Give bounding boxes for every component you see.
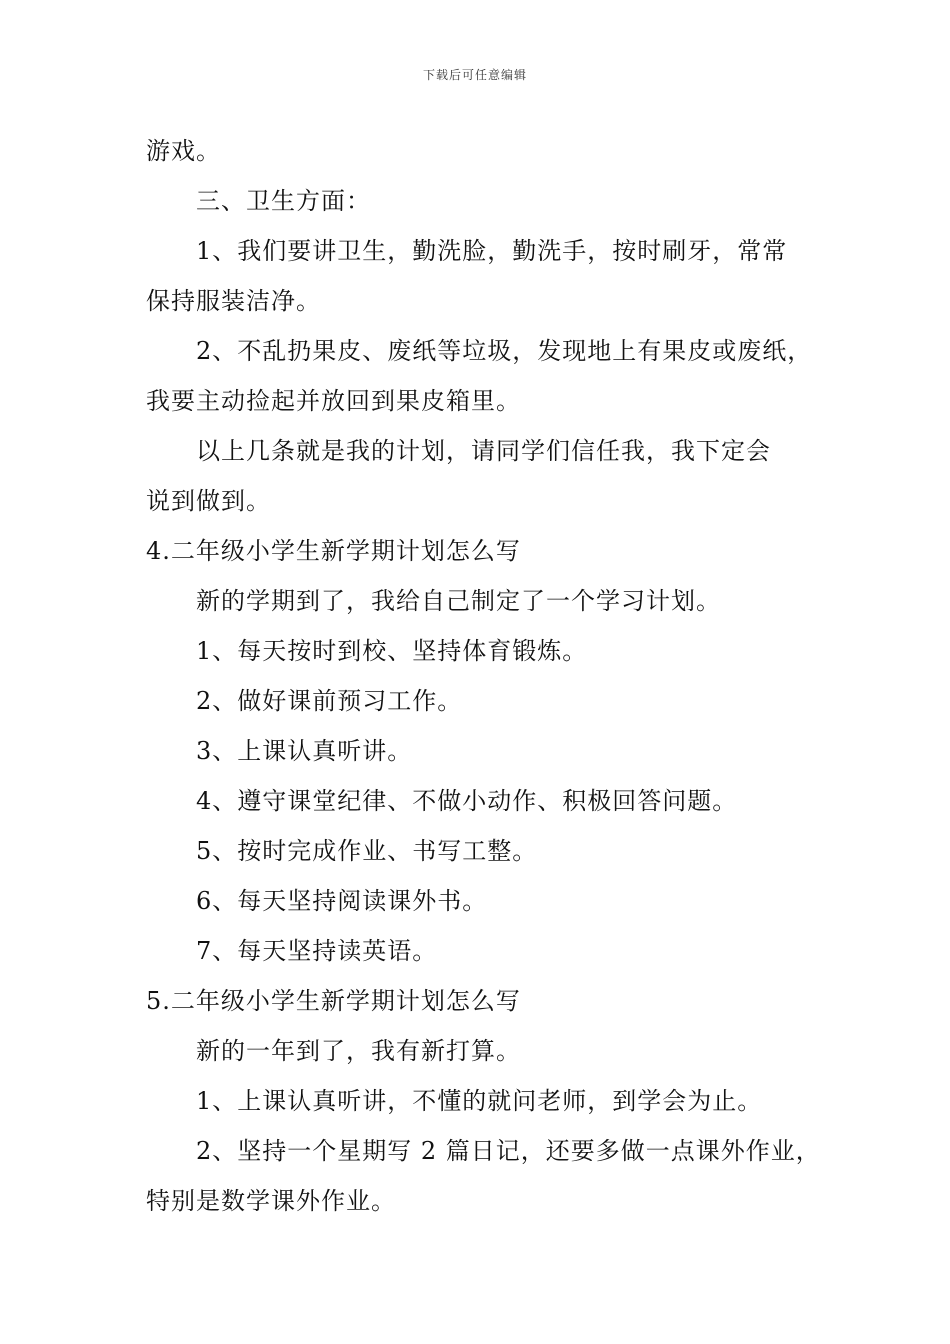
text-line: 说到做到。 xyxy=(146,487,271,515)
list-item: 6、每天坚持阅读课外书。 xyxy=(196,887,488,915)
text-line: 保持服装洁净。 xyxy=(146,287,321,315)
page-header: 下载后可任意编辑 xyxy=(422,68,527,82)
list-item: 5、按时完成作业、书写工整。 xyxy=(196,837,538,865)
list-item: 3、上课认真听讲。 xyxy=(196,737,413,765)
text-line: 新的一年到了，我有新打算。 xyxy=(196,1037,521,1065)
text-line: 特别是数学课外作业。 xyxy=(146,1187,396,1215)
text-line: 1、我们要讲卫生，勤洗脸，勤洗手，按时刷牙，常常 xyxy=(196,237,788,265)
text-line: 2、不乱扔果皮、废纸等垃圾，发现地上有果皮或废纸， xyxy=(196,337,813,365)
text-line: 我要主动捡起并放回到果皮箱里。 xyxy=(146,387,521,415)
text-line: 以上几条就是我的计划，请同学们信任我，我下定会 xyxy=(196,437,771,465)
text-line: 新的学期到了，我给自己制定了一个学习计划。 xyxy=(196,587,721,615)
list-item: 1、上课认真听讲，不懂的就问老师，到学会为止。 xyxy=(196,1087,763,1115)
section-heading: 三、卫生方面： xyxy=(196,187,371,215)
text-line: 游戏。 xyxy=(146,137,221,165)
list-item: 4、遵守课堂纪律、不做小动作、积极回答问题。 xyxy=(196,787,738,815)
list-item: 2、做好课前预习工作。 xyxy=(196,687,463,715)
list-item: 2、坚持一个星期写 2 篇日记，还要多做一点课外作业， xyxy=(196,1137,821,1165)
article-heading: 5.二年级小学生新学期计划怎么写 xyxy=(146,987,521,1015)
article-heading: 4.二年级小学生新学期计划怎么写 xyxy=(146,537,521,565)
document-body xyxy=(146,126,826,1226)
list-item: 1、每天按时到校、坚持体育锻炼。 xyxy=(196,637,588,665)
list-item: 7、每天坚持读英语。 xyxy=(196,937,438,965)
